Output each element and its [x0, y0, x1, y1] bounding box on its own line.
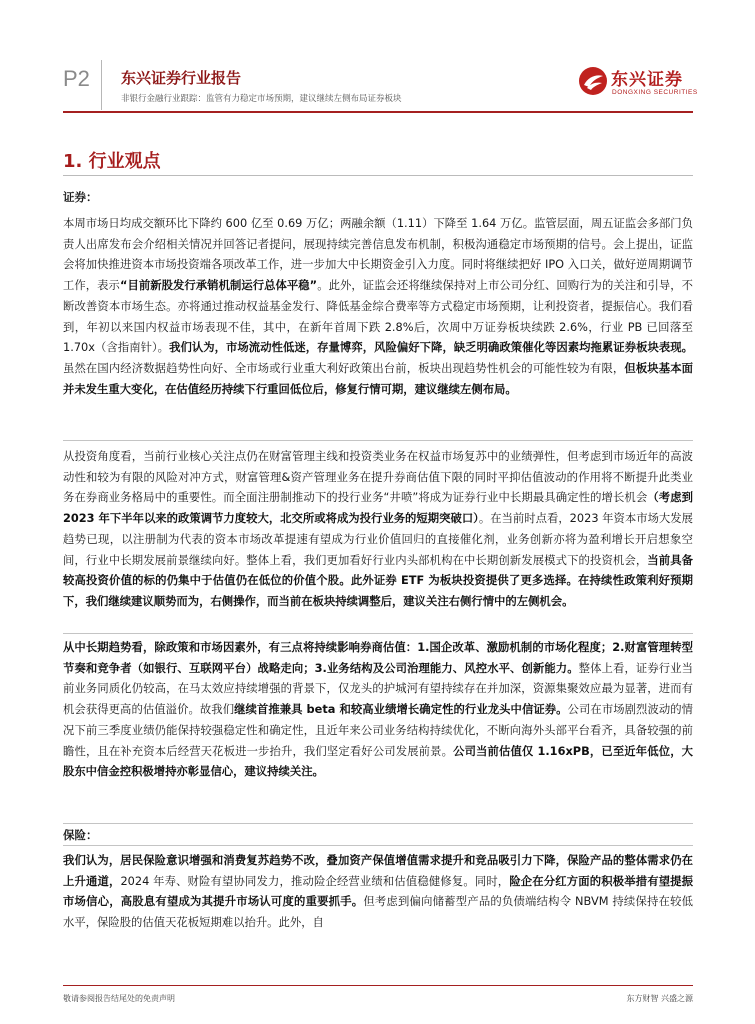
emphasis-text: 险企在分红方面的积极举措有望提振市场信心，高股息有望成为其提升市场认可度的重要抓手。 — [63, 873, 694, 909]
paragraph-separator — [63, 633, 693, 634]
logo-english-text: DONGXING SECURITIES — [612, 89, 698, 96]
header-rule — [63, 111, 693, 113]
report-title: 东兴证券行业报告 — [121, 69, 242, 87]
securities-paragraph-2 — [63, 446, 693, 612]
securities-paragraph-1 — [63, 213, 693, 399]
emphasis-text: 从中长期趋势看，除政策和市场因素外，有三点将持续影响券商估值：1.国企改革、激励机制的市场化程度；2.财富管理转型节奏和竞争者（如银行、互联网平台）战略走向；3.业务结构及公司治理能力、风控水平、创新能力。 — [63, 640, 693, 675]
company-logo — [578, 64, 696, 106]
paragraph-text: 从投资角度看，当前行业核心关注点仍在财富管理主线和投资类业务在权益市场复苏中的业绩弹性，但考虑到市场近年的高波动性和较为有限的风险对冲方式，财富管理&资产管理业务在提升券商估值下限的同时平抑估值波动的作用将不断提升此类业务在券商业务格局中的重要性。而全面注册制推动下的投行业务“井喷”将成为证券行业中长期最具确定性的增长机会 — [63, 449, 693, 505]
emphasis-text: 当前具备较高投资价值的标的仍集中于估值仍在低位的价值个股。此外证券 ETF 为板块投资提供了更多选择。在持续性政策利好预期下，我们继续建议顺势而为，右侧操作，而当前在板块持续调整后，建议关注右侧行情中的左侧机会。 — [63, 552, 694, 608]
footer-slogan: 东方财智 兴盛之源 — [626, 994, 693, 1003]
emphasis-text: 继续首推兼具 beta 和较高业绩增长确定性的行业龙头中信证券。 — [234, 702, 568, 717]
header-divider — [101, 60, 102, 110]
paragraph-text: 2024 年寿、财险有望协同发力，推动险企经营业绩和估值稳健修复。同时， — [120, 873, 510, 888]
emphasis-text: “目前新股发行承销机制运行总体平稳” — [119, 278, 318, 293]
disclaimer-note: 敬请参阅报告结尾处的免责声明 — [63, 994, 175, 1003]
section-heading: 1. 行业观点 — [63, 151, 161, 172]
paragraph-text: 但考虑到偏向储蓄型产品的负债端结构令 NBVM 持续保持在较低水平，保险股的估值天花板短期难以抬升。此外，自 — [63, 894, 693, 930]
paragraph-separator — [63, 823, 693, 824]
logo-text: 东兴证券 — [611, 70, 683, 90]
paragraph-text: 。此外，证监会还将继续保持对上市公司分红、回购行为的关注和引导，不断改善资本市场生态。亦将通过推动权益基金发行、降低基金综合费率等方式稳定市场预期，让利投资者，提振信心。我们看到，年初以来国内权益市场表现不佳，其中，在新年首周下跌 2.8%后，次周中万证券板块续跌 2.6%，行业 PB 已回落至 1.70x（含指南针）。 — [63, 278, 694, 355]
paragraph-text: 公司在市场剧烈波动的情况下前三季度业绩仍能保持较强稳定性和确定性，且近年来公司业务结构持续优化，不断向海外头部平台看齐，具备较强的前瞻性，且在补充资本后经营天花板进一步抬升，我们坚定看好公司发展前景。 — [63, 702, 694, 758]
paragraph-text: 。在当前时点看，2023 年资本市场大发展趋势已现，以注册制为代表的资本市场改革提速有望成为行业价值回归的直接催化剂，业务创新亦将为盈利增长开启想象空间，行业中长期发展前景继续向好。整体上看，我们更加看好行业内头部机构在中长期创新发展模式下的投资机会， — [63, 511, 693, 567]
emphasis-text: 但板块基本面并未发生重大变化，在估值经历持续下行重回低位后，修复行情可期，建议继续左侧布局。 — [63, 360, 694, 396]
page-number: P2 — [63, 66, 90, 91]
paragraph-text: 整体上看，证券行业当前业务同质化仍较高，在马太效应持续增强的背景下，仅龙头的护城河有望持续存在并加深，资源集聚效应最为显著，进而有机会获得更高的估值溢价。故我们 — [63, 660, 693, 717]
report-subtitle: 非银行金融行业跟踪：监管有力稳定市场预期，建议继续左侧布局证券板块 — [121, 94, 402, 104]
footer-rule — [63, 985, 693, 986]
page-header — [0, 0, 755, 112]
section-rule — [63, 175, 693, 176]
paragraph-text: 本周市场日均成交额环比下降约 600 亿至 0.69 万亿；两融余额（1.11）下降至 1.64 万亿。监管层面，周五证监会多部门负责人出席发布会介绍相关情况并回答记者提问，展现持续完善信息发布机制，积极沟通稳定市场预期的信号。会上提出，证监会将加快推进资本市场投资端各项改革工作，进一步加大中长期资金引入力度。同时将继续把好 IPO 入口关，做好逆周期调节工作，表示 — [63, 216, 693, 293]
emphasis-text: 公司当前估值仅 1.16xPB，已至近年低位，大股东中信金控积极增持亦彰显信心，建议持续关注。 — [63, 743, 694, 779]
emphasis-text: 我们认为，居民保险意识增强和消费复苏趋势不改，叠加资产保值增值需求提升和竞品吸引力下降，保险产品的整体需求仍在上升通道， — [63, 853, 693, 888]
paragraph-separator — [63, 440, 693, 441]
paragraph-text: 虽然在国内经济数据趋势性向好、全市场或行业重大利好政策出台前，板块出现趋势性机会的可能性较为有限， — [63, 360, 625, 375]
securities-label: 证券： — [63, 190, 98, 204]
securities-paragraph-3 — [63, 637, 693, 782]
emphasis-text: （考虑到 2023 年下半年以来的政策调节力度较大，北交所或将成为投行业务的短期突破口） — [63, 490, 693, 526]
insurance-paragraph-1 — [63, 850, 693, 933]
emphasis-text: 我们认为，市场流动性低迷，存量博弈，风险偏好下降，缺乏明确政策催化等因素均拖累证券板块表现。 — [169, 340, 693, 355]
logo-mark-icon — [578, 66, 608, 96]
insurance-label: 保险： — [63, 828, 98, 842]
paragraph-separator — [63, 845, 693, 846]
